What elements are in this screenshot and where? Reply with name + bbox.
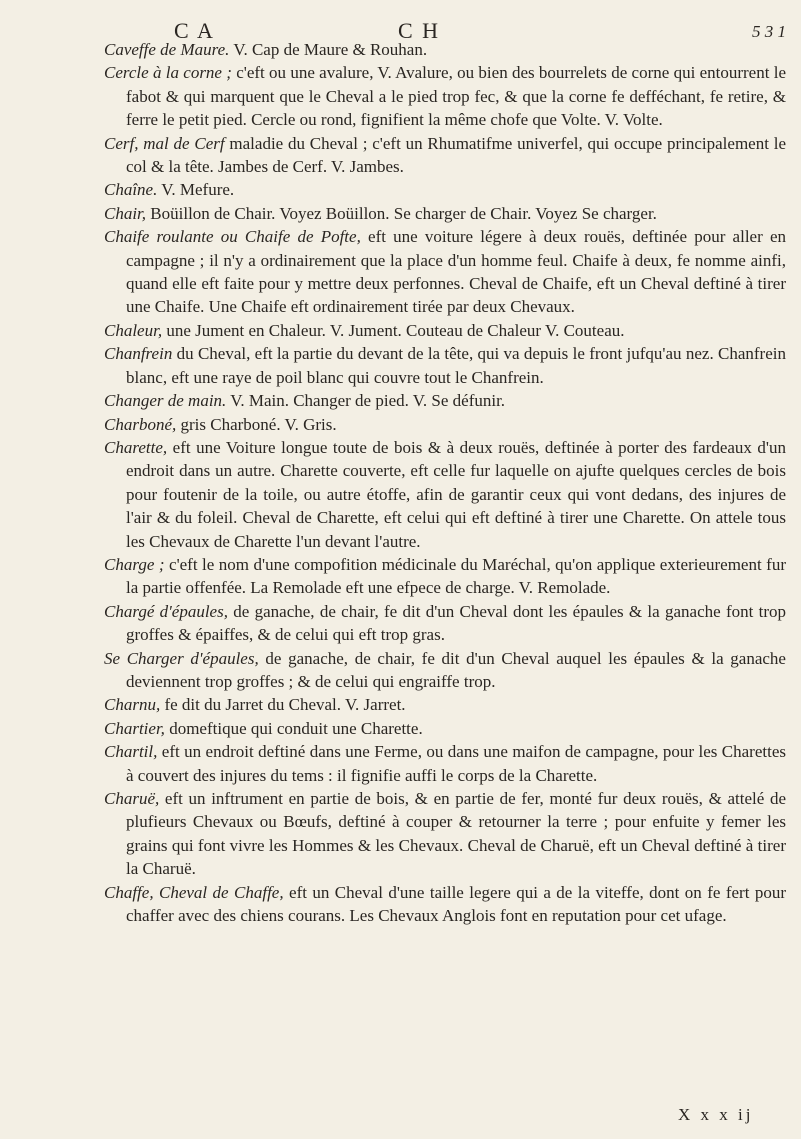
entry	[104, 881, 786, 928]
entry	[104, 132, 786, 179]
entry-text: V. Main. Changer de pied. V. Se défunir.	[226, 391, 506, 411]
entry	[104, 178, 786, 201]
entry-text: eft un inftrument en partie de bois, & en partie de fer, monté fur deux rouës, & attelé de plufieurs Chevaux ou Bœufs, deftiné à couper & retourner la terre ; pour enfuite y femer les grains qui font vivre les Hommes & les Chevaux. Cheval de Charuë, eft un Cheval deftiné à tirer la Charuë.	[126, 789, 786, 879]
entry	[104, 38, 786, 61]
entry	[104, 342, 786, 389]
entry-term: Charge ;	[104, 554, 165, 574]
entry	[104, 436, 786, 553]
entry-term: Se Charger d'épaules,	[104, 648, 259, 668]
entry	[104, 740, 786, 787]
entry-term: Chaîne.	[104, 180, 158, 200]
entry-term: Charboné,	[104, 414, 177, 434]
entry-text: c'eft le nom d'une compofition médicinale du Maréchal, qu'on applique exterieurement fur la partie offenfée. La Remolade eft une efpece de charge. V. Remolade.	[126, 554, 787, 598]
entry-text: eft un endroit deftiné dans une Ferme, ou dans une maifon de campagne, pour les Charettes à couvert des injures du tems : il fignifie auffi le corps de la Charette.	[126, 742, 786, 785]
entry	[104, 389, 786, 412]
entry	[104, 553, 786, 600]
entry-term: Chartil,	[104, 742, 158, 762]
entry	[104, 61, 786, 131]
entry-term: Changer de main.	[104, 391, 227, 411]
entry-text: eft une Voiture longue toute de bois & à deux rouës, deftinée à porter des fardeaux d'un endroit dans un autre. Charette couverte, eft celle fur laquelle on ajufte quelques cercles de bois pour foutenir de la toile, ou autre étoffe, afin de garantir ceux qui vont dedans, des injures de l'air & du foleil. Cheval de Charette, eft celui qui eft deftiné à tirer une Charette. On attele tous les Chevaux de Charette l'un devant l'autre.	[126, 437, 786, 551]
entry-term: Cercle à la corne ;	[104, 63, 232, 83]
entry-text: Boüillon de Chair. Voyez Boüillon. Se charger de Chair. Voyez Se charger.	[146, 203, 657, 223]
entry-term: Cerf, mal de Cerf	[104, 133, 225, 153]
entry-term: Chaffe, Cheval de Chaffe,	[104, 882, 284, 902]
entry-text: maladie du Cheval ; c'eft un Rhumatifme univerfel, qui occupe principalement le col & la tête. Jambes de Cerf. V. Jambes.	[126, 133, 786, 177]
entry-text: c'eft ou une avalure, V. Avalure, ou bien des bourrelets de corne qui entourrent le fabot & qui marquent que le Cheval a le pied trop fec, & que la corne fe defféchant, fe retire, & ferre le petit pied. Cercle ou rond, fignifient la même chofe que Volte. V. Volte.	[126, 63, 786, 130]
entry-text: de ganache, de chair, fe dit d'un Cheval auquel les épaules & la ganache deviennent trop groffes ; & de celui qui engraiffe trop.	[126, 648, 786, 691]
entry	[104, 787, 786, 881]
entry	[104, 413, 786, 436]
entry-text: gris Charboné. V. Gris.	[176, 414, 337, 434]
entry-text: de ganache, de chair, fe dit d'un Cheval dont les épaules & la ganache font trop groffes & épaiffes, & de celui qui eft trop gras.	[126, 601, 787, 645]
entry-term: Chartier,	[104, 718, 165, 738]
entry	[104, 319, 786, 342]
entry	[104, 225, 786, 319]
entry-text: une Jument en Chaleur. V. Jument. Couteau de Chaleur V. Couteau.	[162, 320, 625, 340]
entry-term: Chaife roulante ou Chaife de Pofte,	[104, 227, 361, 247]
entry-text: eft un Cheval d'une taille legere qui a de la viteffe, dont on fe fert pour chaffer avec des chiens courans. Les Chevaux Anglois font en reputation pour cet ufage.	[126, 882, 787, 926]
entry-term: Chaleur,	[104, 320, 163, 340]
entry-text: V. Mefure.	[157, 180, 235, 200]
entry-text: domeftique qui conduit une Charette.	[164, 718, 423, 738]
header-right: C H	[398, 18, 441, 43]
entry-term: Chanfrein	[104, 344, 173, 364]
dictionary-entries	[104, 38, 786, 927]
header-left: C A	[174, 18, 215, 43]
entry	[104, 600, 786, 647]
entry-text: du Cheval, eft la partie du devant de la tête, qui va depuis le front jufqu'au nez. Chanfrein blanc, eft une raye de poil blanc qui couvre tout le Chanfrein.	[126, 344, 786, 387]
running-header	[0, 10, 801, 43]
entry-text: eft une voiture légere à deux rouës, deftinée pour aller en campagne ; il n'y a ordinairement que la place d'un homme feul. Chaife à deux, fe nomme ainfi, quand elle eft faite pour y mettre deux perfonnes. Cheval de Chaife, eft un Cheval deftiné à tirer une Chaife. Une Chaife eft ordinairement tirée par deux Chevaux.	[126, 227, 787, 317]
entry-text: V. Cap de Maure & Rouhan.	[229, 40, 428, 59]
entry-text: fe dit du Jarret du Cheval. V. Jarret.	[160, 695, 406, 715]
entry-term: Charnu,	[104, 695, 161, 715]
entry-term: Chargé d'épaules,	[104, 601, 228, 621]
entry	[104, 647, 786, 694]
entry-term: Chair,	[104, 203, 147, 223]
entry-term: Charette,	[104, 437, 168, 457]
entry	[104, 693, 786, 716]
signature-mark: X x x ij	[678, 1105, 754, 1124]
entry-term: Caveffe de Maure.	[104, 40, 230, 59]
page-number: 5 3 1	[752, 22, 786, 41]
entry-term: Charuë,	[104, 789, 160, 808]
entry	[104, 202, 786, 225]
entry	[104, 717, 786, 740]
